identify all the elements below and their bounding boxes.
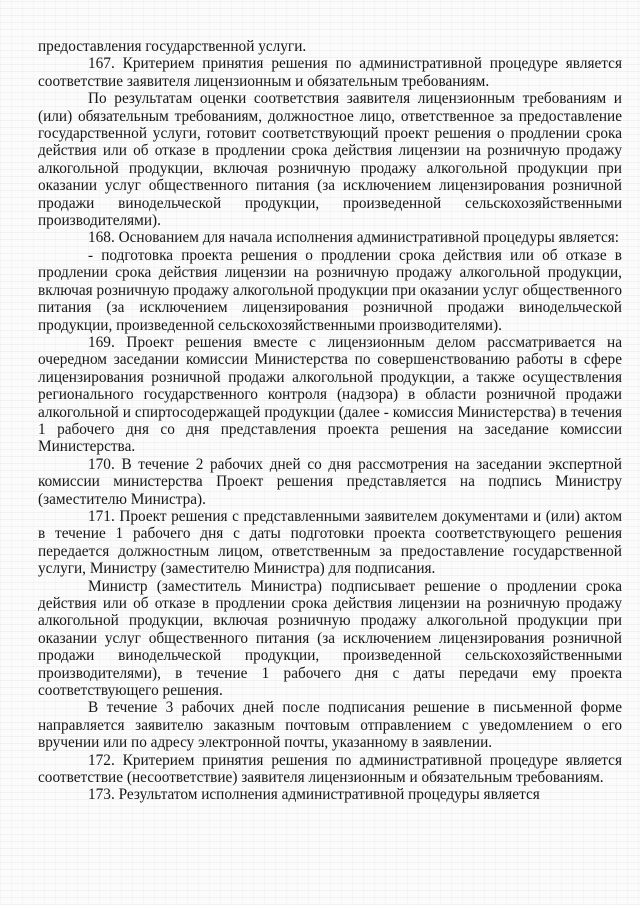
- document-body: [38, 38, 622, 804]
- paragraph-173: 173. Результатом исполнения административной процедуры является: [88, 786, 540, 804]
- paragraph-minister-signs: Министр (заместитель Министра) подписывает решение о продлении срока действия или об отказе в продлении срока действия лицензии на розничную продажу алкогольной продукции, включая розничную продажу алкогольной продукции при оказании услуг общественного питания (за исключением лицензирования розничной продажи винодельческой продукции, произведенной сельскохозяйственными производителями), в течение 1 рабочего дня с даты передачи ему проекта соответствующего решения.: [38, 577, 622, 700]
- paragraph-170: 170. В течение 2 рабочих дней со дня рассмотрения на заседании экспертной комиссии министерства Проект решения представляется на подпись Министру (заместителю Министра).: [38, 455, 622, 508]
- paragraph-167: 167. Критерием принятия решения по административной процедуре является соответствие заявителя лицензионным и обязательным требованиям.: [38, 55, 622, 90]
- paragraph-168: 168. Основанием для начала исполнения административной процедуры является:: [88, 229, 620, 247]
- paragraph-172: 172. Критерием принятия решения по административной процедуре является соответствие (несоответствие) заявителя лицензионным и обязательным требованиям.: [38, 751, 622, 787]
- paragraph-assessment-result: По результатам оценки соответствия заявителя лицензионным требованиям и (или) обязательным требованиям, должностное лицо, ответственное за предоставление государственной услуги, готовит соответствующий проект решения о продлении срока действия или об отказе в продлении срока действия лицензии на розничную продажу алкогольной продукции, включая розничную продажу алкогольной продукции при оказании услуг общественного питания (за исключением лицензирования розничной продажи винодельческой продукции, произведенной сельскохозяйственными производителями).: [38, 90, 622, 230]
- paragraph-168-item: - подготовка проекта решения о продлении срока действия или об отказе в продлении срока действия лицензии на розничную продажу алкогольной продукции, включая розничную продажу алкогольной продукции при оказании услуг общественного питания (за исключением лицензирования розничной продажи винодельческой продукции, произведенной сельскохозяйственными производителями).: [38, 246, 622, 334]
- paragraph-notification: В течение 3 рабочих дней после подписания решение в письменной форме направляется заявителю заказным почтовым отправлением с уведомлением о его вручении или по адресу электронной почты, указанному в заявлении.: [38, 699, 622, 752]
- paragraph-169: 169. Проект решения вместе с лицензионным делом рассматривается на очередном заседании комиссии Министерства по совершенствованию работы в сфере лицензирования розничной продажи алкогольной продукции, а также осуществления регионального государственного контроля (надзора) в области розничной продажи алкогольной и спиртосодержащей продукции (далее - комиссия Министерства) в течения 1 рабочего дня со дня представления проекта решения на заседание комиссии Министерства.: [38, 333, 622, 456]
- paragraph-continuation: предоставления государственной услуги.: [38, 38, 307, 55]
- paragraph-171: 171. Проект решения с представленными заявителем документами и (или) актом в течение 1 рабочего дня с даты подготовки проекта соответствующего решения передается должностным лицом, ответственным за предоставление государственной услуги, Министру (заместителю Министра) для подписания.: [38, 507, 622, 578]
